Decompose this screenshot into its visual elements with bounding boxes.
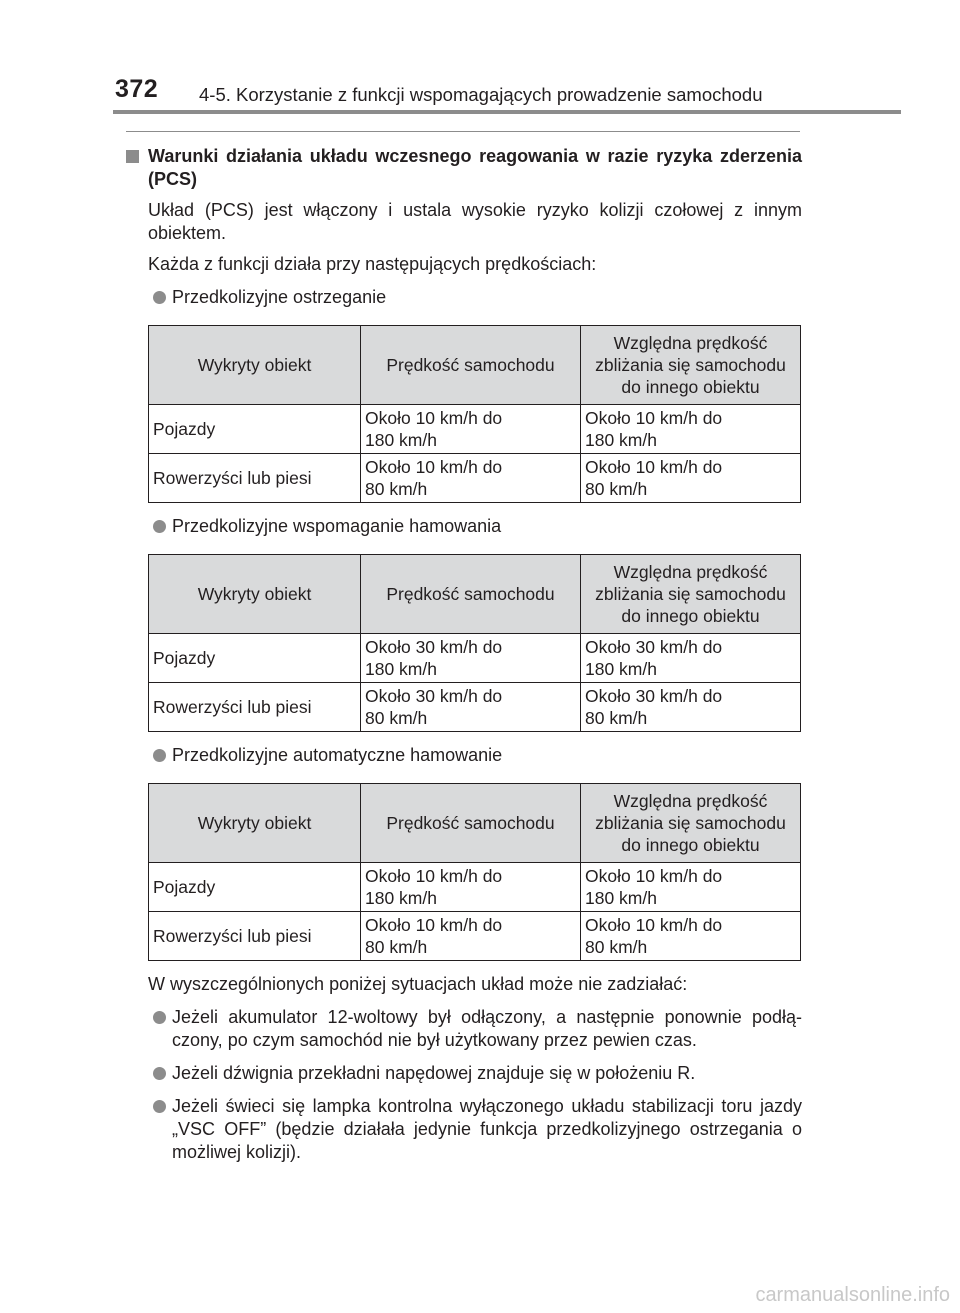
speed-table-auto-brake (148, 783, 801, 961)
table-cell: Około 30 km/h do 80 km/h (361, 683, 581, 732)
table-row (149, 634, 801, 683)
speed-table-brake-assist (148, 554, 801, 732)
table-row (149, 863, 801, 912)
table-header-cell: Względna prędkość zbliżania się samochodu do innego obiektu (581, 555, 801, 634)
condition-item (126, 1006, 802, 1052)
section-heading-text: Warunki działania układu wczesnego reagowania w razie ryzyka zderzenia (PCS) (148, 146, 802, 189)
circle-bullet-icon (153, 520, 166, 533)
bullet-item (126, 286, 802, 309)
condition-item (126, 1095, 802, 1164)
table-cell: Około 10 km/h do 180 km/h (361, 863, 581, 912)
header-divider (113, 110, 901, 114)
section-divider (126, 131, 800, 132)
table-cell: Około 10 km/h do 80 km/h (361, 454, 581, 503)
bullet-item (126, 744, 802, 767)
section-heading (126, 145, 802, 191)
table-header-row (149, 555, 801, 634)
page-number: 372 (115, 75, 159, 103)
bullet-text: Przedkolizyjne ostrzeganie (172, 287, 387, 307)
table-cell: Pojazdy (149, 863, 361, 912)
table-cell: Około 10 km/h do 80 km/h (361, 912, 581, 961)
bullet-item (126, 515, 802, 538)
circle-bullet-icon (153, 291, 166, 304)
table-header-cell: Wykryty obiekt (149, 555, 361, 634)
table-row (149, 405, 801, 454)
section-paragraph: Układ (PCS) jest włączony i ustala wysokie ryzyko kolizji czołowej z innym obiektem. (148, 200, 802, 243)
condition-text: Jeżeli akumulator 12-woltowy był odłączony, a następnie ponownie podłą-czony, po czym samochód nie był użytkowany przez pewien czas. (172, 1007, 802, 1050)
condition-text: Jeżeli świeci się lampka kontrolna wyłączonego układu stabilizacji toru jazdy „VSC OFF” (będzie działała jedynie funkcja przedkolizyjnego ostrzegania o możliwej kolizji). (172, 1096, 802, 1162)
table-header-cell: Względna prędkość zbliżania się samochodu do innego obiektu (581, 326, 801, 405)
table-header-row (149, 326, 801, 405)
table-cell: Około 10 km/h do 80 km/h (581, 454, 801, 503)
conditions-intro: W wyszczególnionych poniżej sytuacjach układ może nie zadziałać: (148, 974, 688, 994)
square-bullet-icon (126, 150, 139, 163)
table-header-cell: Wykryty obiekt (149, 784, 361, 863)
table-header-cell: Wykryty obiekt (149, 326, 361, 405)
condition-item (126, 1062, 802, 1085)
table-cell: Pojazdy (149, 634, 361, 683)
circle-bullet-icon (153, 749, 166, 762)
table-cell: Około 30 km/h do 180 km/h (361, 634, 581, 683)
table-row (149, 454, 801, 503)
table-cell: Około 10 km/h do 180 km/h (581, 405, 801, 454)
table-cell: Rowerzyści lub piesi (149, 683, 361, 732)
speed-table-warning (148, 325, 801, 503)
table-header-row (149, 784, 801, 863)
table-cell: Około 10 km/h do 180 km/h (581, 863, 801, 912)
table-cell: Około 10 km/h do 180 km/h (361, 405, 581, 454)
bullet-text: Przedkolizyjne wspomaganie hamowania (172, 516, 502, 536)
table-header-cell: Prędkość samochodu (361, 326, 581, 405)
circle-bullet-icon (153, 1011, 166, 1024)
section-paragraph: Każda z funkcji działa przy następujących prędkościach: (148, 254, 597, 274)
circle-bullet-icon (153, 1100, 166, 1113)
table-row (149, 912, 801, 961)
watermark: carmanualsonline.info (755, 1284, 950, 1306)
condition-text: Jeżeli dźwignia przekładni napędowej znajduje się w położeniu R. (172, 1063, 696, 1083)
table-cell: Pojazdy (149, 405, 361, 454)
chapter-title: 4-5. Korzystanie z funkcji wspomagających prowadzenie samochodu (199, 84, 763, 105)
circle-bullet-icon (153, 1067, 166, 1080)
table-header-cell: Względna prędkość zbliżania się samochodu do innego obiektu (581, 784, 801, 863)
table-row (149, 683, 801, 732)
page-header (0, 0, 960, 118)
page-content (126, 131, 802, 1164)
table-header-cell: Prędkość samochodu (361, 555, 581, 634)
table-header-cell: Prędkość samochodu (361, 784, 581, 863)
table-cell: Rowerzyści lub piesi (149, 454, 361, 503)
table-cell: Rowerzyści lub piesi (149, 912, 361, 961)
table-cell: Około 10 km/h do 80 km/h (581, 912, 801, 961)
bullet-text: Przedkolizyjne automatyczne hamowanie (172, 745, 503, 765)
table-cell: Około 30 km/h do 180 km/h (581, 634, 801, 683)
table-cell: Około 30 km/h do 80 km/h (581, 683, 801, 732)
